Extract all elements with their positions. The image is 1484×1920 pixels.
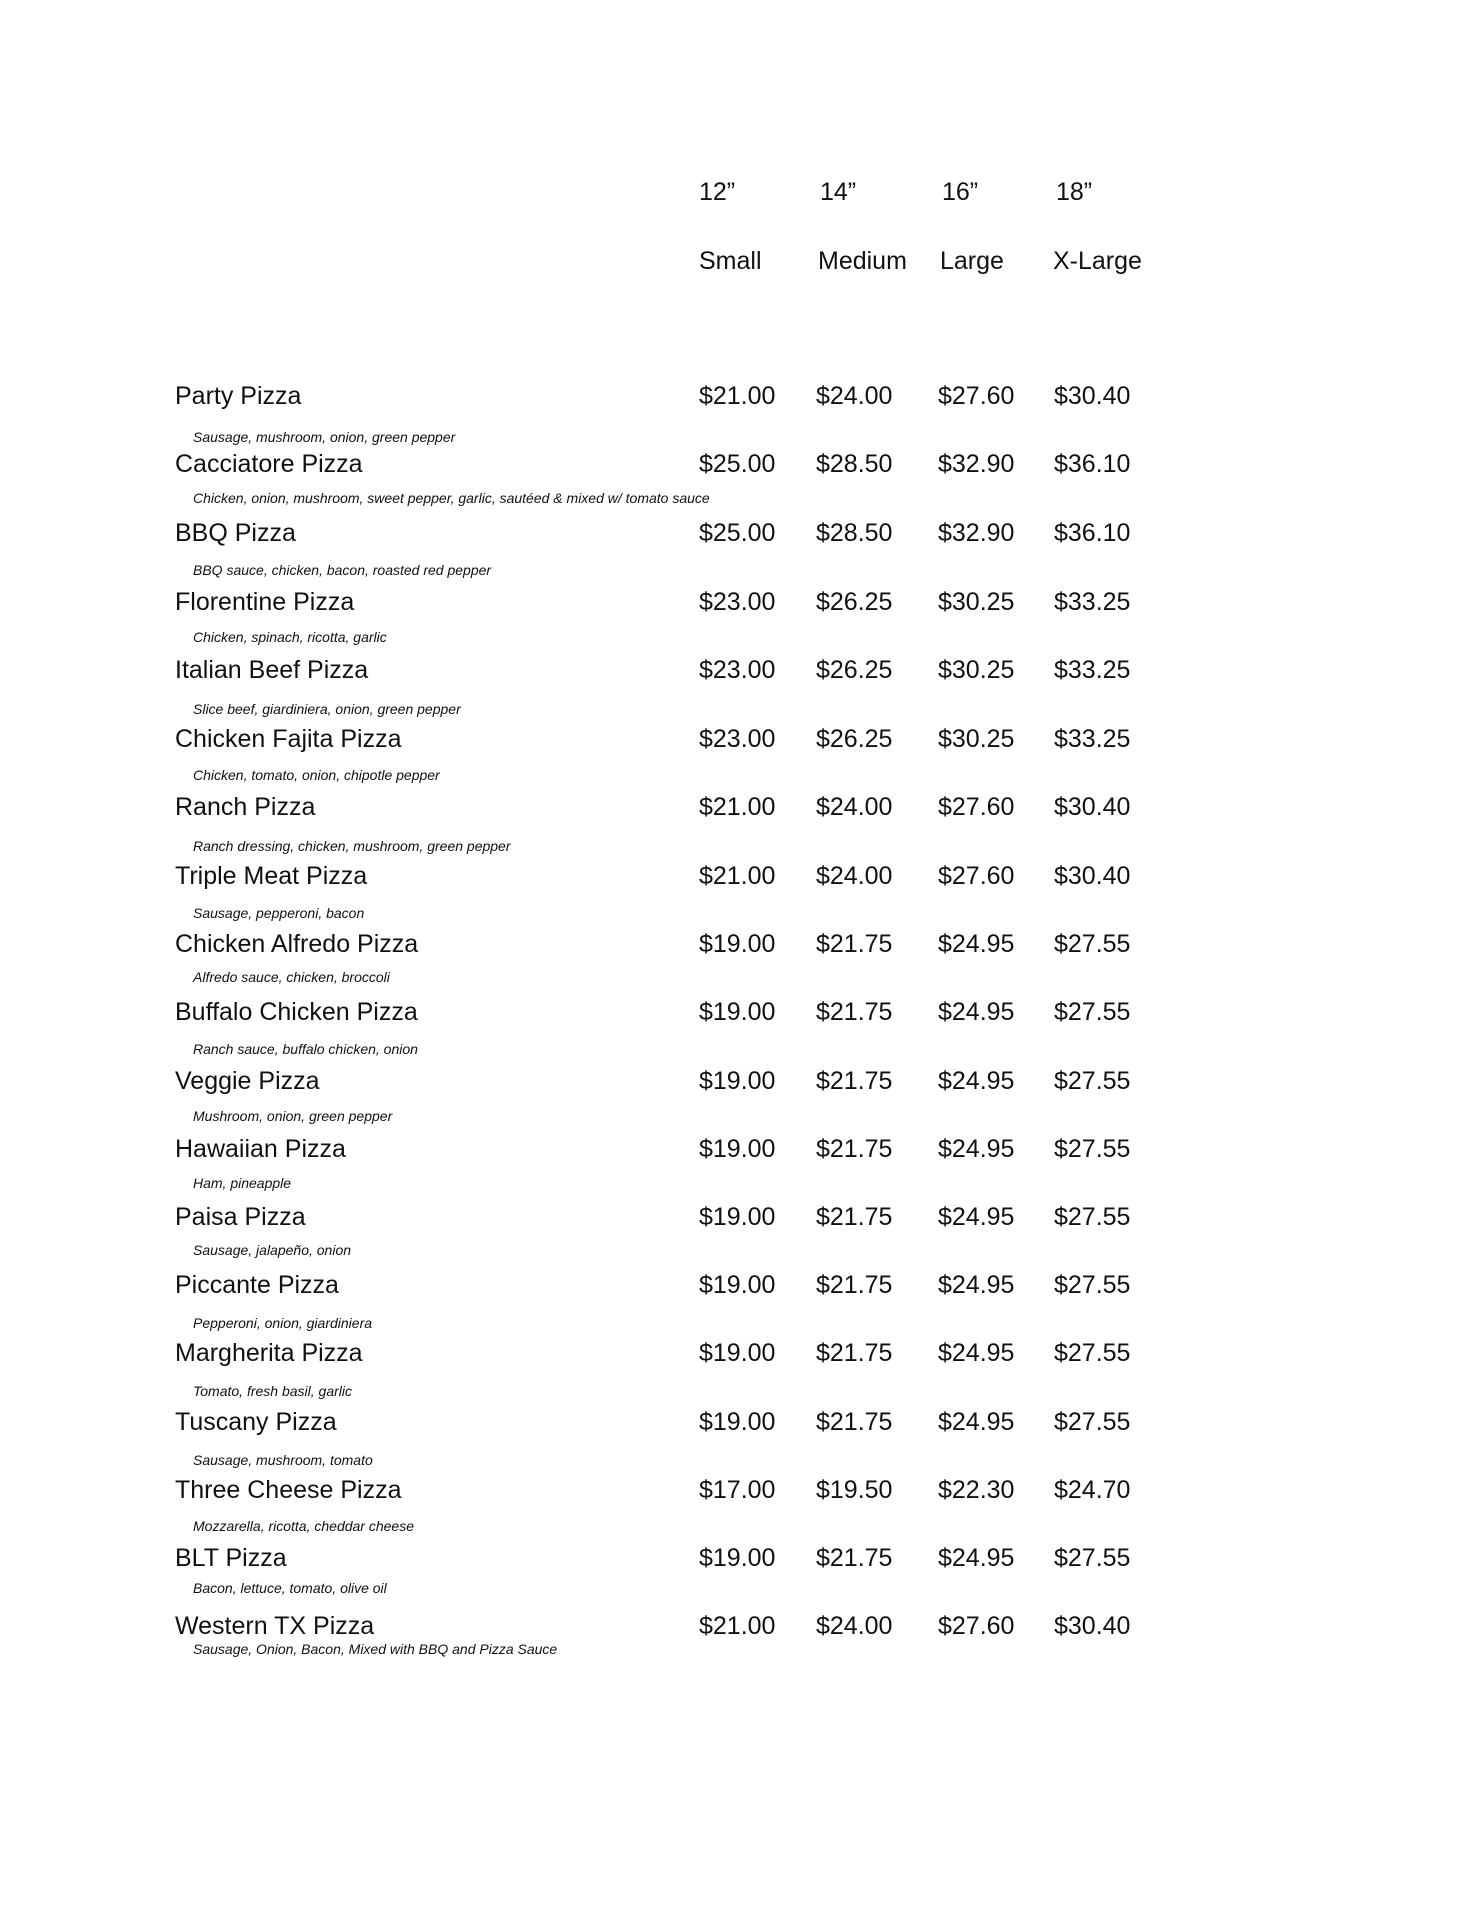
price-medium: $21.75 bbox=[816, 1271, 893, 1299]
item-description: Chicken, tomato, onion, chipotle pepper bbox=[193, 767, 440, 783]
price-xlarge: $36.10 bbox=[1054, 450, 1131, 478]
price-small: $21.00 bbox=[699, 793, 776, 821]
price-xlarge: $27.55 bbox=[1054, 1408, 1131, 1436]
price-large: $27.60 bbox=[938, 793, 1015, 821]
price-large: $24.95 bbox=[938, 930, 1015, 958]
price-xlarge: $27.55 bbox=[1054, 998, 1131, 1026]
item-description: Ham, pineapple bbox=[193, 1175, 292, 1191]
price-medium: $21.75 bbox=[816, 998, 893, 1026]
item-description: Chicken, spinach, ricotta, garlic bbox=[193, 629, 387, 645]
price-small: $19.00 bbox=[699, 1203, 776, 1231]
price-small: $23.00 bbox=[699, 588, 776, 616]
item-description: Chicken, onion, mushroom, sweet pepper, garlic, sautéed & mixed w/ tomato sauce bbox=[193, 490, 710, 506]
price-small: $21.00 bbox=[699, 862, 776, 890]
price-large: $32.90 bbox=[938, 450, 1015, 478]
price-medium: $26.25 bbox=[816, 725, 893, 753]
price-medium: $26.25 bbox=[816, 656, 893, 684]
price-medium: $21.75 bbox=[816, 1544, 893, 1572]
price-xlarge: $27.55 bbox=[1054, 1271, 1131, 1299]
price-small: $19.00 bbox=[699, 998, 776, 1026]
price-large: $24.95 bbox=[938, 1339, 1015, 1367]
item-description: Pepperoni, onion, giardiniera bbox=[193, 1315, 373, 1331]
item-name: Tuscany Pizza bbox=[175, 1408, 337, 1436]
price-large: $30.25 bbox=[938, 656, 1015, 684]
size-label-xlarge: X-Large bbox=[1053, 247, 1142, 275]
item-name: Triple Meat Pizza bbox=[175, 862, 368, 890]
item-name: Chicken Fajita Pizza bbox=[175, 725, 402, 753]
price-small: $19.00 bbox=[699, 1271, 776, 1299]
price-small: $21.00 bbox=[699, 382, 776, 410]
item-description: Ranch dressing, chicken, mushroom, green pepper bbox=[193, 838, 511, 854]
price-medium: $24.00 bbox=[816, 382, 893, 410]
price-xlarge: $27.55 bbox=[1054, 1067, 1131, 1095]
price-xlarge: $33.25 bbox=[1054, 588, 1131, 616]
item-name: Western TX Pizza bbox=[175, 1612, 375, 1640]
item-name: BBQ Pizza bbox=[175, 519, 296, 547]
price-medium: $21.75 bbox=[816, 1135, 893, 1163]
price-small: $25.00 bbox=[699, 450, 776, 478]
price-large: $27.60 bbox=[938, 1612, 1015, 1640]
price-xlarge: $27.55 bbox=[1054, 1544, 1131, 1572]
price-large: $24.95 bbox=[938, 1544, 1015, 1572]
price-small: $23.00 bbox=[699, 656, 776, 684]
price-large: $24.95 bbox=[938, 1271, 1015, 1299]
price-medium: $24.00 bbox=[816, 1612, 893, 1640]
item-name: Florentine Pizza bbox=[175, 588, 355, 616]
price-xlarge: $33.25 bbox=[1054, 725, 1131, 753]
price-small: $19.00 bbox=[699, 930, 776, 958]
item-description: Mushroom, onion, green pepper bbox=[193, 1108, 393, 1124]
item-name: Cacciatore Pizza bbox=[175, 450, 363, 478]
item-name: BLT Pizza bbox=[175, 1544, 287, 1572]
size-label-medium: Medium bbox=[818, 247, 907, 275]
price-xlarge: $36.10 bbox=[1054, 519, 1131, 547]
price-small: $19.00 bbox=[699, 1408, 776, 1436]
price-medium: $19.50 bbox=[816, 1476, 893, 1504]
item-name: Three Cheese Pizza bbox=[175, 1476, 402, 1504]
size-inches-large: 16” bbox=[942, 178, 979, 206]
price-large: $22.30 bbox=[938, 1476, 1015, 1504]
price-large: $24.95 bbox=[938, 1135, 1015, 1163]
price-small: $19.00 bbox=[699, 1544, 776, 1572]
item-description: Sausage, pepperoni, bacon bbox=[193, 905, 365, 921]
price-large: $24.95 bbox=[938, 1203, 1015, 1231]
item-description: Sausage, mushroom, tomato bbox=[193, 1452, 373, 1468]
price-medium: $28.50 bbox=[816, 519, 893, 547]
item-description: Ranch sauce, buffalo chicken, onion bbox=[193, 1041, 418, 1057]
price-xlarge: $30.40 bbox=[1054, 1612, 1131, 1640]
item-description: Sausage, jalapeño, onion bbox=[193, 1242, 352, 1258]
price-medium: $21.75 bbox=[816, 1067, 893, 1095]
price-medium: $21.75 bbox=[816, 1203, 893, 1231]
price-small: $23.00 bbox=[699, 725, 776, 753]
item-name: Ranch Pizza bbox=[175, 793, 316, 821]
price-small: $21.00 bbox=[699, 1612, 776, 1640]
price-medium: $24.00 bbox=[816, 862, 893, 890]
price-large: $30.25 bbox=[938, 588, 1015, 616]
item-description: BBQ sauce, chicken, bacon, roasted red pepper bbox=[193, 562, 492, 578]
price-large: $24.95 bbox=[938, 1067, 1015, 1095]
size-label-small: Small bbox=[699, 247, 762, 275]
price-large: $24.95 bbox=[938, 1408, 1015, 1436]
item-description: Slice beef, giardiniera, onion, green pepper bbox=[193, 701, 461, 717]
price-large: $24.95 bbox=[938, 998, 1015, 1026]
price-small: $19.00 bbox=[699, 1067, 776, 1095]
price-xlarge: $27.55 bbox=[1054, 1339, 1131, 1367]
price-medium: $28.50 bbox=[816, 450, 893, 478]
price-xlarge: $27.55 bbox=[1054, 1135, 1131, 1163]
price-medium: $21.75 bbox=[816, 1339, 893, 1367]
item-description: Bacon, lettuce, tomato, olive oil bbox=[193, 1580, 387, 1596]
size-inches-medium: 14” bbox=[820, 178, 857, 206]
size-inches-xlarge: 18” bbox=[1056, 178, 1093, 206]
item-description: Mozzarella, ricotta, cheddar cheese bbox=[193, 1518, 414, 1534]
price-xlarge: $30.40 bbox=[1054, 862, 1131, 890]
size-inches-small: 12” bbox=[699, 178, 736, 206]
item-name: Party Pizza bbox=[175, 382, 302, 410]
price-xlarge: $27.55 bbox=[1054, 1203, 1131, 1231]
price-xlarge: $24.70 bbox=[1054, 1476, 1131, 1504]
item-name: Piccante Pizza bbox=[175, 1271, 339, 1299]
price-large: $32.90 bbox=[938, 519, 1015, 547]
item-description: Tomato, fresh basil, garlic bbox=[193, 1383, 352, 1399]
price-medium: $21.75 bbox=[816, 930, 893, 958]
item-name: Paisa Pizza bbox=[175, 1203, 306, 1231]
price-large: $30.25 bbox=[938, 725, 1015, 753]
item-description: Alfredo sauce, chicken, broccoli bbox=[193, 969, 390, 985]
size-label-large: Large bbox=[940, 247, 1004, 275]
price-large: $27.60 bbox=[938, 382, 1015, 410]
price-medium: $24.00 bbox=[816, 793, 893, 821]
item-description: Sausage, mushroom, onion, green pepper bbox=[193, 429, 456, 445]
price-xlarge: $33.25 bbox=[1054, 656, 1131, 684]
item-name: Hawaiian Pizza bbox=[175, 1135, 346, 1163]
item-name: Buffalo Chicken Pizza bbox=[175, 998, 418, 1026]
price-xlarge: $30.40 bbox=[1054, 793, 1131, 821]
price-small: $19.00 bbox=[699, 1339, 776, 1367]
price-xlarge: $27.55 bbox=[1054, 930, 1131, 958]
item-name: Italian Beef Pizza bbox=[175, 656, 369, 684]
price-medium: $21.75 bbox=[816, 1408, 893, 1436]
price-medium: $26.25 bbox=[816, 588, 893, 616]
price-small: $17.00 bbox=[699, 1476, 776, 1504]
item-name: Margherita Pizza bbox=[175, 1339, 363, 1367]
item-name: Veggie Pizza bbox=[175, 1067, 320, 1095]
price-small: $19.00 bbox=[699, 1135, 776, 1163]
price-xlarge: $30.40 bbox=[1054, 382, 1131, 410]
item-name: Chicken Alfredo Pizza bbox=[175, 930, 419, 958]
price-large: $27.60 bbox=[938, 862, 1015, 890]
item-description: Sausage, Onion, Bacon, Mixed with BBQ and Pizza Sauce bbox=[193, 1641, 558, 1657]
price-small: $25.00 bbox=[699, 519, 776, 547]
